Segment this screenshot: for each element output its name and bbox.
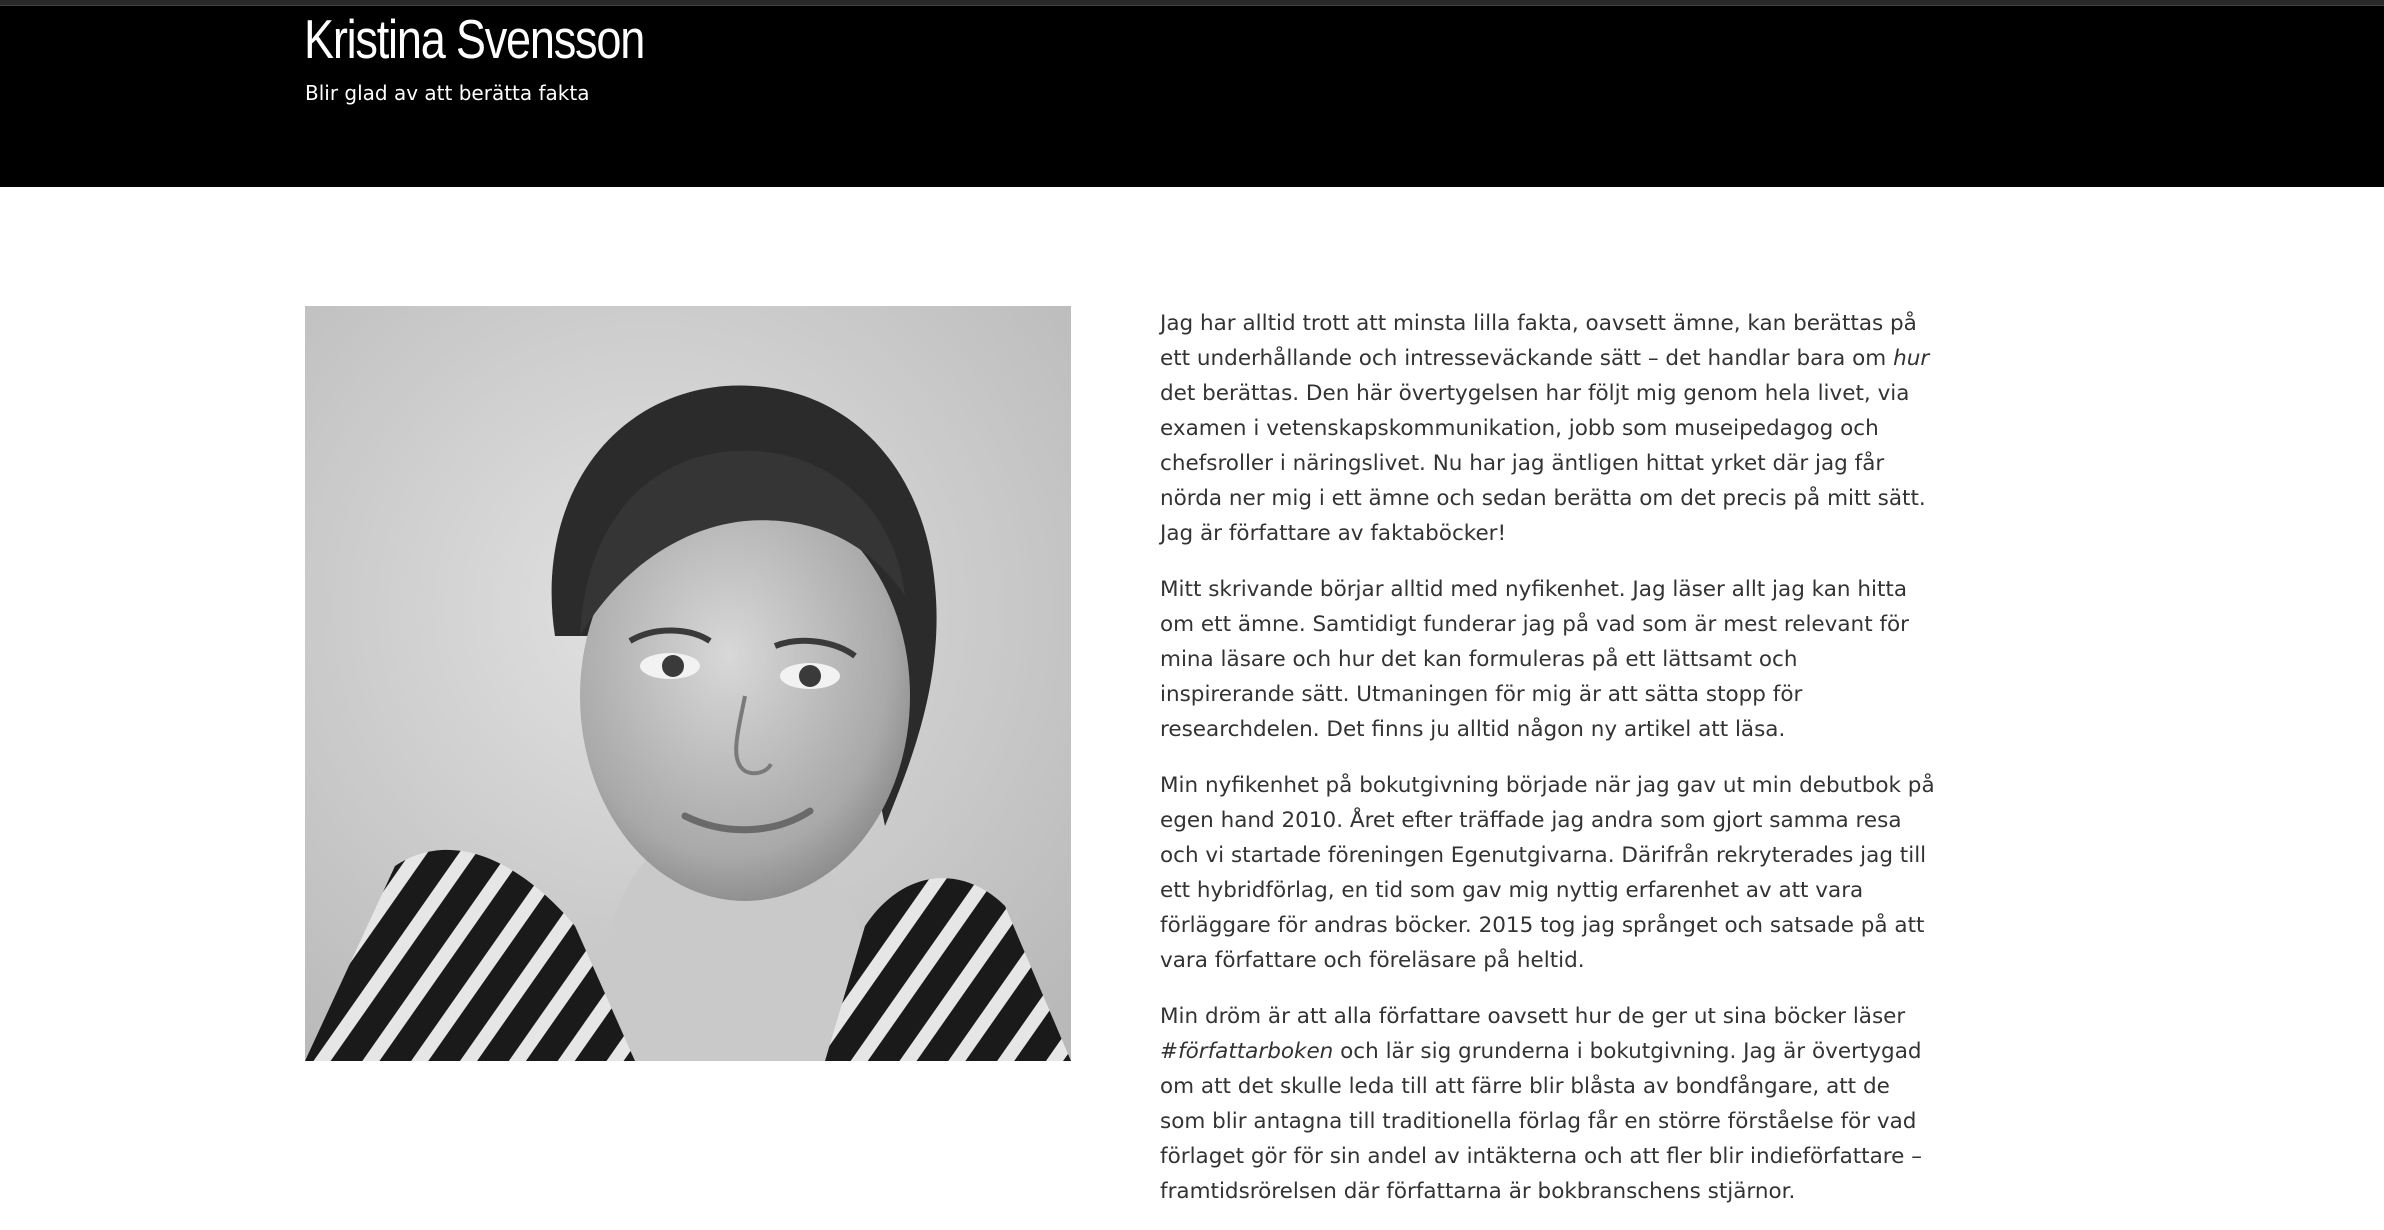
paragraph-dream: [1160, 999, 1935, 1209]
site-tagline: Blir glad av att berätta fakta: [305, 81, 590, 105]
paragraph-writing: Mitt skrivande börjar alltid med nyfikenhet. Jag läser allt jag kan hitta om ett ämne. Samtidigt funderar jag på vad som är mest relevant för mina läsare och hur det kan formuleras på ett lättsamt och inspirerande sätt. Utmaningen för mig är att sätta stopp för researchdelen. Det finns ju alltid någon ny artikel att läsa.: [1160, 577, 1910, 742]
paragraph-intro: [1160, 306, 1935, 551]
header-top-border: [0, 0, 2384, 6]
emphasis-hur: hur: [1893, 346, 1930, 371]
site-header: [0, 0, 2384, 187]
paragraph-intro-part1: Jag har alltid trott att minsta lilla fakta, oavsett ämne, kan berättas på ett underhållande och intresseväckande sätt – det handlar bara om: [1160, 311, 1917, 371]
paragraph-publishing: Min nyfikenhet på bokutgivning började när jag gav ut min debutbok på egen hand 2010. Året efter träffade jag andra som gjort samma resa och vi startade föreningen Egenutgivarna. Därifrån rekryterades jag till ett hybridförlag, en tid som gav mig nyttig erfarenhet av att vara förläggare för andras böcker. 2015 tog jag språnget och satsade på att vara författare och föreläsare på heltid.: [1160, 773, 1935, 973]
site-title[interactable]: Kristina Svensson: [304, 8, 645, 70]
about-text: [1160, 306, 1935, 1230]
paragraph-intro-part2: det berättas. Den här övertygelsen har följt mig genom hela livet, via examen i vetenskapskommunikation, jobb som museipedagog och chefsroller i näringslivet. Nu har jag äntligen hittat yrket där jag får nörda ner mig i ett ämne och sedan berätta om det precis på mitt sätt. Jag är författare av faktaböcker!: [1160, 381, 1926, 546]
paragraph-dream-part1: Min dröm är att alla författare oavsett hur de ger ut sina böcker läser: [1160, 1004, 1906, 1029]
emphasis-hashtag: #författarboken: [1160, 1039, 1334, 1064]
portrait-photo: [305, 306, 1071, 1061]
portrait-illustration: [305, 306, 1071, 1061]
paragraph-dream-part2: och lär sig grunderna i bokutgivning. Jag är övertygad om att det skulle leda till att färre blir blåsta av bondfångare, att de som blir antagna till traditionella förlag får en större förståelse för vad förlaget gör för sin andel av intäkterna och att fler blir indieförfattare – framtidsrörelsen där författarna är bokbranschens stjärnor.: [1160, 1039, 1922, 1204]
